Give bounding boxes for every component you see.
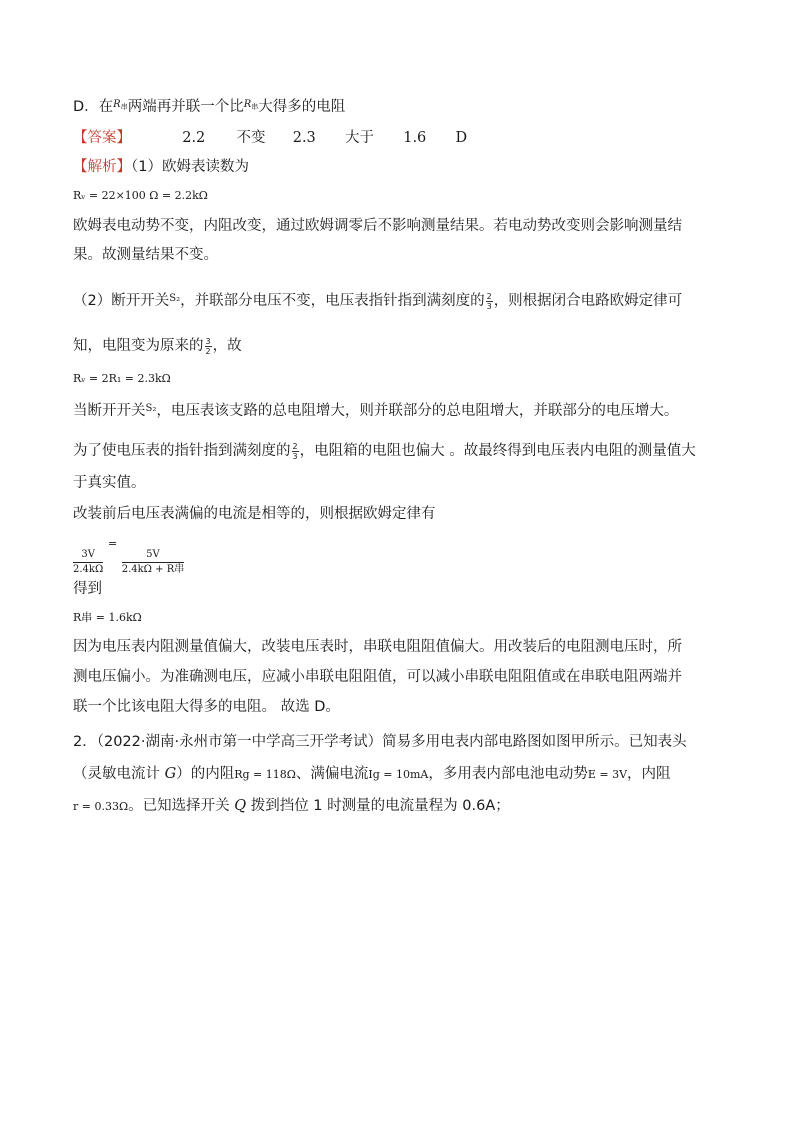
option-d-end: 大得多的电阻 [258,99,346,115]
switch-s2-symbol: S₂ [169,293,181,304]
galvanometer-symbol: G [164,766,177,782]
fraction-two-thirds: $\frac{2}{3}$ [486,291,492,311]
equation-4: R串 = 1.6kΩ [73,611,142,624]
ig-value: Ig = 10mA [368,768,429,781]
rg-value: Rg = 118Ω [234,768,296,781]
q2-text: 。已知选择开关 [128,798,235,814]
p2-text: ，则根据闭合电路欧姆定律可 [493,293,683,309]
answer-label: 【答案】 [73,130,131,146]
paragraph-6-line-1: 因为电压表内阻测量值偏大，改装电压表时，串联电阻阻值偏大。用改装后的电阻测电压时，所 [73,639,682,655]
answer-value: D [455,130,468,146]
fraction-two-thirds: $\frac{2}{3}$ [292,441,298,461]
q2-text: ，多用表内部电池电动势 [428,766,588,782]
answer-value: 不变 [236,130,266,146]
answer-value: 大于 [345,130,374,146]
equation-1: Rᵥ = 22×100 Ω = 2.2kΩ [73,189,208,202]
p2-text: 知，电阻变为原来的 [73,338,204,354]
question-2-line-1: 2．（2022·湖南·永州市第一中学高三开学考试）简易多用电表内部电路图如图甲所示。已知表头 [73,734,687,750]
internal-r-value: r = 0.33Ω [73,800,129,813]
q2-text: 、满偏电流 [295,766,369,782]
r-series-symbol: $R_串$ [113,99,128,111]
paragraph-1-line-1: 欧姆表电动势不变，内阻改变，通过欧姆调零后不影响测量结果。若电动势改变则会影响测量结 [73,218,682,234]
p2-text: （2）断开开关 [73,293,170,309]
paragraph-2-line-2 [73,336,242,356]
paragraph-6-line-3: 联一个比该电阻大得多的电阻。 故选 D。 [73,699,340,715]
equals-sign: = [107,537,118,550]
q2-text: （灵敏电流计 [73,766,165,782]
paragraph-5: 得到 [73,581,102,597]
answer-value: 2.2 [182,130,206,146]
fraction-left: $\frac{3V}{2.4k\Omega}$ [73,549,104,575]
paragraph-6-line-2: 测电压偏小。为准确测电压，应减小串联电阻阻值，可以减小串联电阻阻值或在串联电阻两端并 [73,669,682,685]
p3-text: 当断开开关 [73,403,146,419]
fraction-three-halves: $\frac{3}{2}$ [205,336,211,356]
question-2-line-2 [73,764,671,785]
p3-text: ，电压表该支路的总电阻增大，则并联部分的总电阻增大，并联部分的电压增大。 [156,403,679,419]
r-series-symbol-2: $R_串$ [243,99,259,111]
paragraph-3-line-3: 于真实值。 [73,475,146,491]
p2-text: ，故 [212,338,242,354]
fraction-right: $\frac{5V}{\text{2.4kΩ + R串}}$ [121,549,185,575]
answer-value: 1.6 [403,130,427,146]
option-d [73,95,345,117]
paragraph-2-line-1 [73,289,682,311]
q2-text: 拨到挡位 1 时测量的电流量程为 0.6A； [246,798,510,814]
paragraph-3-line-1 [73,399,678,421]
switch-q-symbol: Q [234,798,247,814]
paragraph-4: 改装前后电压表满偏的电流是相等的，则根据欧姆定律有 [73,506,436,522]
paragraph-3-line-2 [73,441,696,461]
q2-text: ）的内阻 [176,766,235,782]
switch-s2-symbol: S₂ [145,403,157,414]
p3-text: 为了使电压表的指针指到满刻度的 [73,443,291,459]
analysis-line [73,157,249,177]
p2-text: ，并联部分电压不变，电压表指针指到满刻度的 [180,293,485,309]
analysis-label: 【解析】 [73,159,131,175]
p3-text: ，电阻箱的电阻也偏大 。故最终得到电压表内电阻的测量值大 [299,443,696,459]
analysis-text: （1）欧姆表读数为 [131,159,249,175]
option-d-prefix: D．在 [73,99,114,115]
question-2-line-3 [73,796,510,817]
q2-text: ，内阻 [627,766,671,782]
answer-line [73,128,467,148]
answer-value: 2.3 [292,130,316,146]
equation-2: Rᵥ = 2R₁ = 2.3kΩ [73,372,171,385]
equation-3 [73,534,184,577]
option-d-mid: 两端再并联一个比 [127,99,244,115]
paragraph-1-line-2: 果。故测量结果不变。 [73,247,218,263]
emf-value: E = 3V [587,768,628,781]
